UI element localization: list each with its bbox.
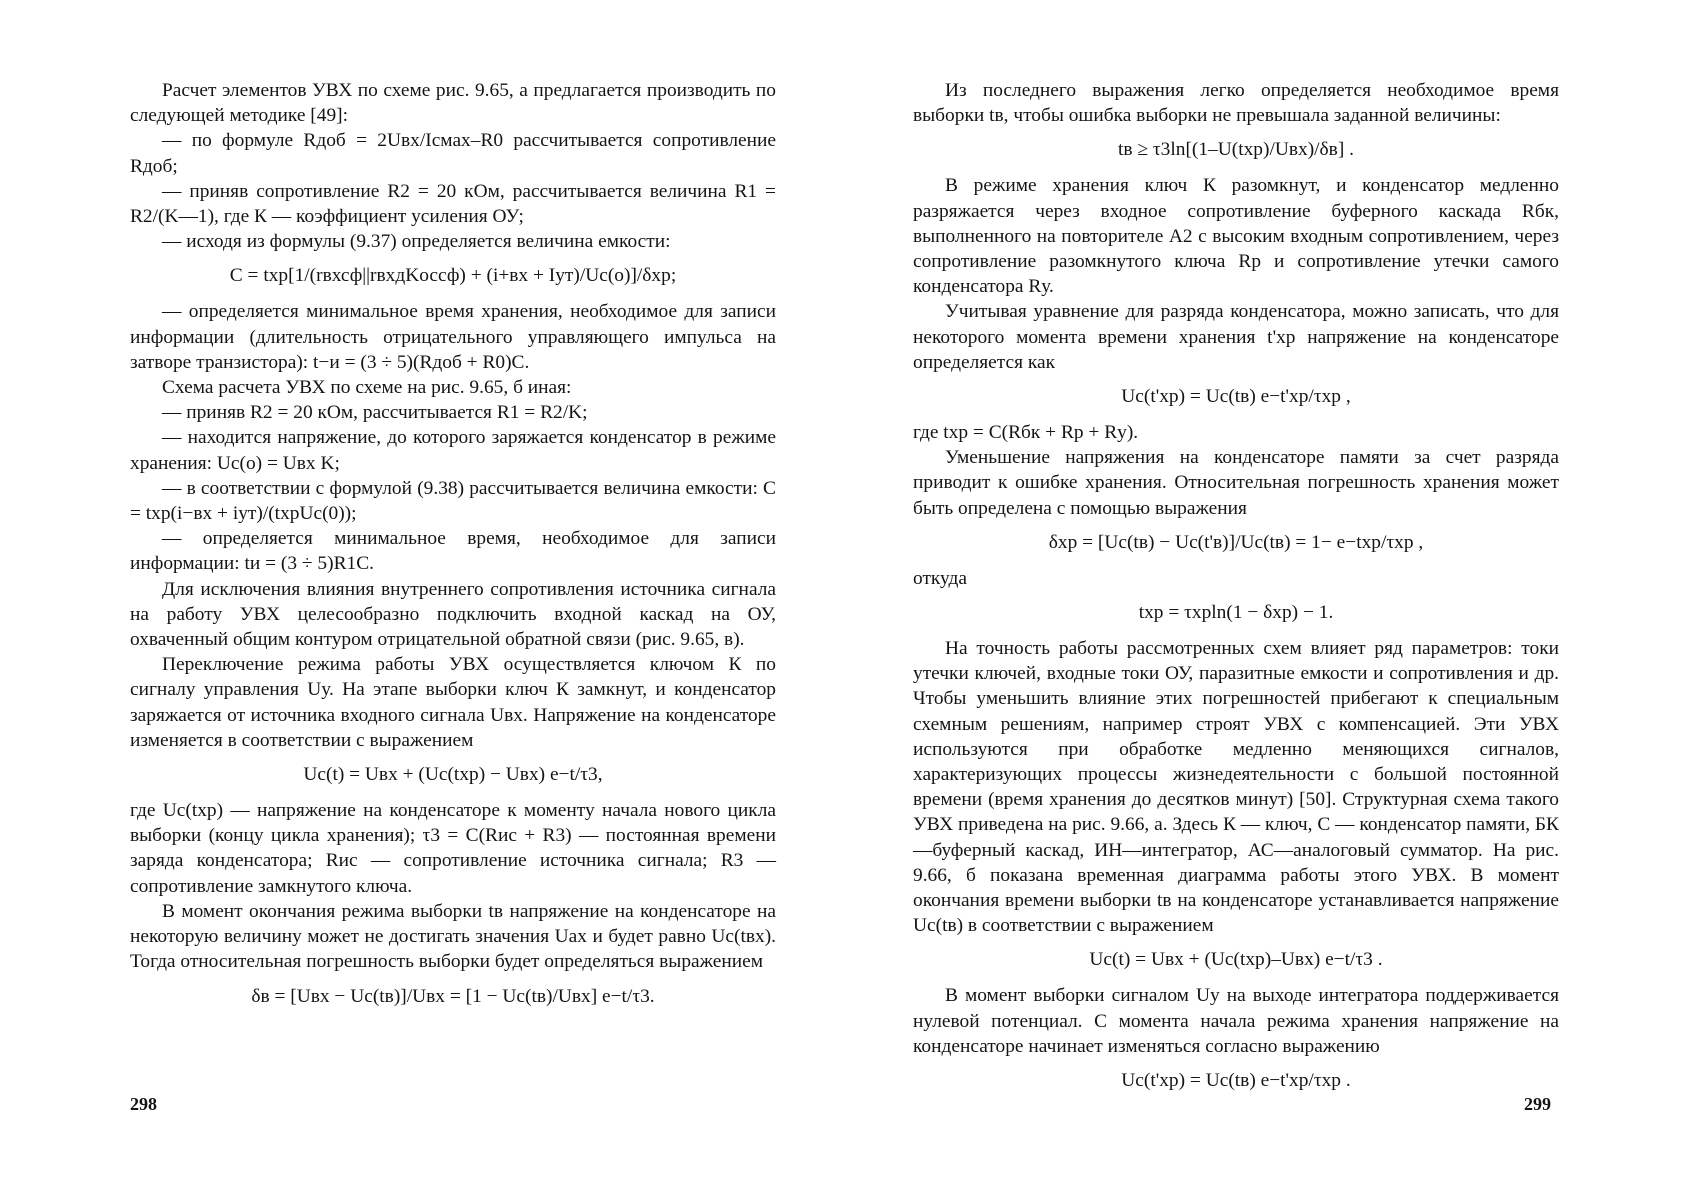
- paragraph: Расчет элементов УВХ по схеме рис. 9.65, а предлагается производить по следующей методике [49]:: [130, 80, 776, 127]
- equation: Uc(t) = Uвх + (Uc(tхр) − Uвх) e−t/τ3,: [303, 764, 603, 786]
- left-page: [130, 78, 776, 1020]
- paragraph: где Uc(tхр) — напряжение на конденсаторе к моменту начала нового цикла выборки (концу цикла хранения); τ3 = C(Rис + R3) — постоянная времени заряда конденсатора; Rис — сопротивление источника сигнала; R3 — сопротивление замкнутого ключа.: [130, 800, 776, 897]
- paragraph: где tхр = C(Rбк + Rр + Rу).: [913, 422, 1139, 444]
- paragraph: В режиме хранения ключ К разомкнут, и конденсатор медленно разряжается через входное сопротивление буферного каскада Rбк, выполненного на повторителе A2 с высоким входным сопротивлением, через сопротивление разомкнутого ключа Rр и сопротивление утечки самого конденсатора Rу.: [913, 175, 1559, 298]
- paragraph: Для исключения влияния внутреннего сопротивления источника сигнала на работу УВХ целесообразно подключить входной каскад на ОУ, охваченный общим контуром отрицательной обратной связи (рис. 9.65, в).: [130, 578, 776, 651]
- paragraph: — определяется минимальное время хранения, необходимое для записи информации (длительность отрицательного управляющего импульса на затворе транзистора): t−и = (3 ÷ 5)(Rдоб + R0)C.: [130, 301, 776, 373]
- equation: Uc(t'хр) = Uc(tв) e−t'хр/τхр ,: [1121, 386, 1351, 408]
- paragraph: — находится напряжение, до которого заряжается конденсатор в режиме хранения: Uc(o) = Uвх K;: [130, 427, 776, 474]
- paragraph: — определяется минимальное время, необходимое для записи информации: tи = (3 ÷ 5)R1C.: [130, 528, 776, 575]
- paragraph: — приняв сопротивление R2 = 20 кОм, рассчитывается величина R1 = R2/(K—1), где К — коэффициент усиления ОУ;: [130, 180, 776, 228]
- page-number-right: 299: [1524, 1094, 1551, 1114]
- paragraph: — приняв R2 = 20 кОм, рассчитывается R1 = R2/K;: [162, 402, 588, 424]
- paragraph: Из последнего выражения легко определяется необходимое время выборки tв, чтобы ошибка выборки не превышала заданной величины:: [913, 80, 1559, 127]
- page-number-left: 298: [130, 1094, 157, 1114]
- equation: δв = [Uвх − Uc(tв)]/Uвх = [1 − Uc(tв)/Uвх] e−t/τ3.: [251, 985, 655, 1007]
- paragraph: Учитывая уравнение для разряда конденсатора, можно записать, что для некоторого момента времени хранения t'хр напряжение на конденсаторе определяется как: [913, 301, 1559, 373]
- paragraph: В момент окончания режима выборки tв напряжение на конденсаторе на некоторую величину может не достигать значения Uах и будет равно Uc(tвх). Тогда относительная погрешность выборки будет определяться выражением: [130, 900, 776, 973]
- paragraph: Уменьшение напряжения на конденсаторе памяти за счет разряда приводит к ошибке хранения. Относительная погрешность хранения может быть определена с помощью выражения: [913, 447, 1559, 519]
- paragraph: Переключение режима работы УВХ осуществляется ключом К по сигналу управления Uу. На этапе выборки ключ К замкнут, и конденсатор заряжается от источника входного сигнала Uвх. Напряжение на конденсаторе изменяется в соответствии с выражением: [130, 654, 776, 751]
- equation: Uc(t) = Uвх + (Uc(tхр)–Uвх) e−t/τ3 .: [1089, 949, 1383, 971]
- paragraph: Схема расчета УВХ по схеме на рис. 9.65, б иная:: [162, 377, 572, 399]
- paragraph: — исходя из формулы (9.37) определяется величина емкости:: [162, 231, 671, 253]
- paragraph: откуда: [913, 567, 968, 589]
- paragraph: В момент выборки сигналом Uу на выходе интегратора поддерживается нулевой потенциал. С момента начала режима хранения напряжение на конденсаторе начинает изменяться согласно выражению: [913, 985, 1559, 1057]
- equation: δхр = [Uc(tв) − Uc(t'в)]/Uc(tв) = 1− e−tхр/τхр ,: [1048, 531, 1424, 553]
- equation: C = tхр[1/(rвхсф||rвхдKоссф) + (i+вх + Iут)/Uc(o)]/δхр;: [229, 265, 677, 287]
- right-page: [913, 78, 1559, 1104]
- paragraph: — в соответствии с формулой (9.38) рассчитывается величина емкости: C = tхр(i−вх + iут)/(tхрUc(0));: [130, 477, 776, 525]
- equation: Uc(t'хр) = Uc(tв) e−t'хр/τхр .: [1121, 1070, 1351, 1092]
- paragraph: На точность работы рассмотренных схем влияет ряд параметров: токи утечки ключей, входные токи ОУ, паразитные емкости и сопротивления и др. Чтобы уменьшить влияние этих погрешностей прибегают к специальным схемным решениям, например строят УВХ с компенсацией. Эти УВХ используются при обработке медленно меняющихся сигналов, характеризующих процессы жизнедеятельности с большой постоянной времени (время хранения до десятков минут) [50]. Структурная схема такого УВХ приведена на рис. 9.66, а. Здесь К — ключ, С — конденсатор памяти, БК—буферный каскад, ИН—интегратор, АС—аналоговый сумматор. На рис. 9.66, б показана временная диаграмма работы этого УВХ. В момент окончания времени выборки tв на конденсаторе устанавливается напряжение Uc(tв) в соответствии с выражением: [913, 638, 1559, 937]
- equation: tв ≥ τ3ln[(1–U(tхр)/Uвх)/δв] .: [1118, 139, 1354, 161]
- equation: tхр = τхрln(1 − δхр) − 1.: [1138, 602, 1334, 624]
- paragraph: — по формуле Rдоб = 2Uвх/Iсмах–R0 рассчитывается сопротивление Rдоб;: [130, 130, 776, 177]
